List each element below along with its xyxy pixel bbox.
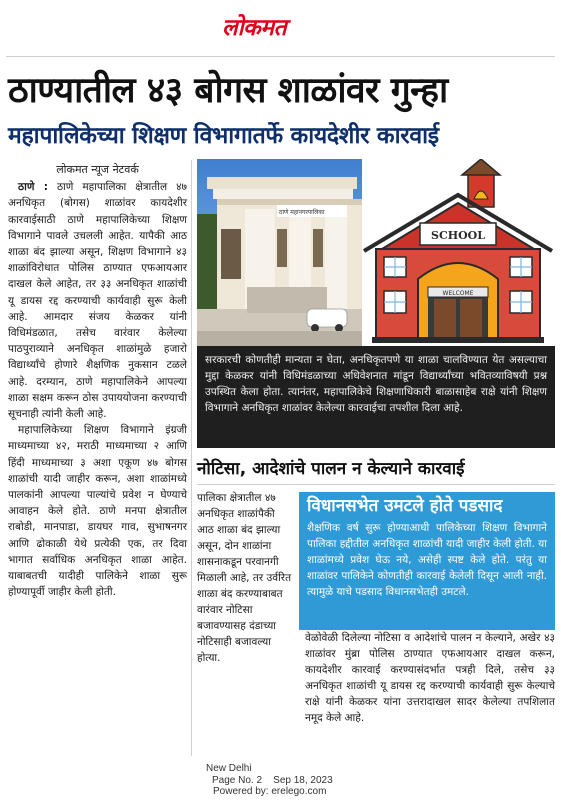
- footer-powered-by[interactable]: Powered by: erelego.com: [213, 786, 327, 797]
- paragraph-2: महापालिकेच्या शिक्षण विभागाने इंग्रजी माध्यमाच्या ४२, मराठी माध्यमाच्या २ आणि हिंदी माध्यमाच्या ३ अशा एकूण ४७ बोगस शाळांची यादी जाहीर करून, अशा शाळांमध्ये पालकांनी आपल्या पाल्यांचे प्रवेश न घेण्याचे आवाहन केले होते. ठाणे मनपा क्षेत्रातील राबोडी, मानपाडा, डायघर गाव, सुभाषनगर आणि ढोकाळी येथे प्रत्येकी एक, तर दिवा भागात सर्वाधिक अनधिकृत शाळा आहेत. याबाबतची यादीही पालिकेने शाळा सुरू होण्यापूर्वी जाहीर केली होती.: [8, 424, 187, 599]
- section-rule: [197, 484, 555, 485]
- paragraph-1: [8, 179, 187, 422]
- school-building-icon: [362, 159, 555, 346]
- column-left: [8, 162, 187, 600]
- logo-text: लोकमत: [222, 14, 287, 41]
- municipal-building-icon: [197, 159, 362, 346]
- sidebar-box-title: विधानसभेत उमटले होते पडसाद: [307, 496, 503, 516]
- column-right: वेळोवेळी दिलेल्या नोटिसा व आदेशांचे पालन न केल्याने, अखेर ४३ शाळांवर मुंब्रा पोलिस ठाण्यात एफआयआर दाखल करून, कायदेशीर कारवाई करण्यासंदर्भात पत्रही दिले, तसेच ३३ अनधिकृत शाळांची यू डायस रद्द करण्याची कार्यवाही सुरू केल्याचे राक्षे यांनी केळकर यांना उत्तरादाखल सादर केलेल्या तपशिलात नमूद केले आहे.: [305, 632, 555, 724]
- sidebar-box-text: शैक्षणिक वर्ष सुरू होण्याआधी पालिकेच्या शिक्षण विभागाने पालिका हद्दीतील अनधिकृत शाळांची यादी जाहीर केली होती. या शाळांमध्ये प्रवेश घेऊ नये, असेही स्पष्ट केले होते. परंतु या शाळांवर पालिकेने कोणतीही कारवाई केलेली दिसून आली नाही. त्यामुळे याचे पडसाद विधानसभेतही उमटले.: [307, 522, 547, 598]
- lokmat-logo-icon: [218, 8, 342, 42]
- masthead: [0, 0, 561, 58]
- footer-edition: New Delhi: [206, 763, 252, 774]
- footer-page-date: Page No. 2 Sep 18, 2023: [212, 774, 333, 786]
- column-middle: पालिका क्षेत्रातील ४७ अनधिकृत शाळांपैकी आठ शाळा बंद झाल्या असून, दोन शाळांना शासनाकडून परवानगी मिळाली आहे, तर उर्वरित शाळा बंद करण्याबाबत वारंवार नोटिसा बजावण्यासह दंडाच्या नोटिसाही बजावल्या होत्या.: [197, 492, 292, 664]
- school-illustration: [362, 159, 555, 346]
- column-divider: [191, 160, 192, 756]
- byline: लोकमत न्यूज नेटवर्क: [56, 163, 139, 176]
- photo-caption: सरकारची कोणतीही मान्यता न घेता, अनधिकृतपणे या शाळा चालविण्यात येत असल्याचा मुद्दा केळकर यांनी विधिमंडळाच्या अधिवेशनात मांडून विद्यार्थ्यांच्या भवितव्याविषयी प्रश्न उपस्थित केला होता. त्यानंतर, महापालिकेचे शिक्षणाधिकारी बाळासाहेब राक्षे यांनी शिक्षण विभागाने अनधिकृत शाळांवर केलेल्या कारवाईचा तपशील दिला आहे.: [197, 346, 555, 448]
- welcome-text: WELCOME: [442, 290, 474, 297]
- school-sign-text: SCHOOL: [431, 229, 485, 242]
- paragraph-1-text: ठाणे महापालिका क्षेत्रातील ४७ अनधिकृत (बोगस) शाळांवर कायदेशीर कारवाईसाठी ठाणे महापालिकेच्या शिक्षण विभागाने पावले उचलली आहेत. यापैकी आठ शाळा बंद झाल्या असून, शिक्षण विभागाने ४३ शाळांविरोधात पोलिस ठाण्यात एफआयआर दाखल केले आहेत, तर ३३ अनधिकृत शाळांची यू डायस रद्द करण्याची कार्यवाही सुरू केली आहे. आमदार संजय केळकर यांनी विधिमंडळात, तसेच वारंवार केलेल्या पाठपुराव्याने अनधिकृत शाळांमुळे हजारो विद्यार्थ्यांचे होणारे शैक्षणिक नुकसान टळले आहे. दरम्यान, ठाणे महापालिकेने आपल्या शाळा सक्षम करून ठोस उपाययोजना करण्याची सूचनाही त्यांनी केली आहे.: [8, 181, 187, 421]
- building-photo: [197, 159, 362, 346]
- sidebar-box: [299, 492, 555, 630]
- headline: ठाण्यातील ४३ बोगस शाळांवर गुन्हा: [8, 70, 448, 111]
- masthead-rule: [6, 56, 555, 57]
- subheadline: महापालिकेच्या शिक्षण विभागातर्फे कायदेशीर कारवाई: [8, 123, 439, 149]
- dateline: ठाणे :: [18, 181, 48, 194]
- footer: [0, 763, 561, 798]
- section-heading: नोटिसा, आदेशांचे पालन न केल्याने कारवाई: [197, 459, 465, 479]
- lokmat-logo[interactable]: [218, 8, 342, 42]
- building-sign: ठाणे महानगरपालिका: [279, 209, 325, 216]
